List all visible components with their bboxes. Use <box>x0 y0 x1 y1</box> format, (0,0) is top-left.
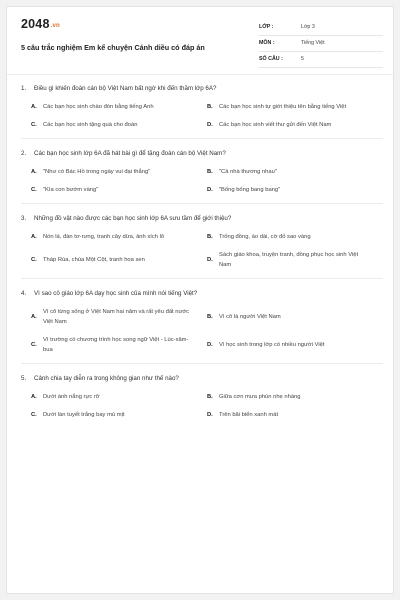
option-text: Các bạn học sinh viết thư gửi đến Việt Nam <box>219 122 332 128</box>
option-row <box>21 102 383 112</box>
option-letter: D. <box>207 187 213 193</box>
question-number: 1. <box>21 85 27 92</box>
question-divider <box>21 138 383 139</box>
option-letter: B. <box>207 314 213 320</box>
question-text <box>21 84 383 94</box>
question-number: 2. <box>21 150 27 157</box>
option-letter: C. <box>31 412 37 418</box>
meta-label: MÔN : <box>259 40 275 46</box>
option-text: Vì cô là người Việt Nam <box>219 314 281 320</box>
header-divider <box>7 74 395 75</box>
meta-value: Lớp 3 <box>301 24 315 30</box>
option-b[interactable] <box>207 102 383 112</box>
logo-main: 2048 <box>21 17 50 31</box>
question-prompt: Cảnh chia tay diễn ra trong không gian như thế nào? <box>34 375 179 382</box>
option-c[interactable] <box>31 410 207 420</box>
option-letter: C. <box>31 342 37 348</box>
question-prompt: Vì sao cô giáo lớp 6A dạy học sinh của mình nói tiếng Việt? <box>34 290 198 297</box>
question-text <box>21 289 383 299</box>
question-4 <box>21 289 383 364</box>
option-row <box>21 185 383 195</box>
question-5 <box>21 374 383 420</box>
option-d[interactable] <box>207 120 383 130</box>
option-row <box>21 392 383 402</box>
option-row <box>21 335 383 355</box>
option-letter: B. <box>207 234 213 240</box>
logo-suffix: .vn <box>50 23 60 29</box>
option-a[interactable] <box>31 232 207 242</box>
option-b[interactable] <box>207 312 383 322</box>
meta-row-subject <box>259 36 383 52</box>
question-text <box>21 374 383 384</box>
question-text <box>21 149 383 159</box>
question-divider <box>21 363 383 364</box>
option-letter: C. <box>31 122 37 128</box>
option-b[interactable] <box>207 167 383 177</box>
option-text: Trống đồng, áo dài, cờ đỏ sao vàng <box>219 234 311 240</box>
option-row <box>21 167 383 177</box>
option-c[interactable] <box>31 120 207 130</box>
option-text: Các bạn học sinh chào đón bằng tiếng Anh <box>43 104 154 110</box>
option-b[interactable] <box>207 392 383 402</box>
option-text: Nón lá, đàn tơ-rưng, tranh cây dừa, ảnh xích lô <box>43 234 165 240</box>
option-text: "Cả nhà thương nhau" <box>219 169 277 175</box>
option-letter: A. <box>31 314 37 320</box>
answer-options <box>21 232 383 270</box>
option-letter: A. <box>31 104 37 110</box>
meta-value: 5 <box>301 56 304 62</box>
option-a[interactable] <box>31 167 207 177</box>
worksheet-page <box>6 6 394 594</box>
option-text: Tháp Rùa, chùa Một Cột, tranh hoa sen <box>43 257 145 263</box>
option-text: Các bạn học sinh tự giới thiệu tên bằng tiếng Việt <box>219 104 347 110</box>
answer-options <box>21 167 383 195</box>
question-1 <box>21 84 383 139</box>
question-3 <box>21 214 383 279</box>
option-c[interactable] <box>31 255 207 265</box>
option-d[interactable] <box>207 250 383 270</box>
option-letter: B. <box>207 394 213 400</box>
meta-value: Tiếng Việt <box>301 40 325 46</box>
option-letter: B. <box>207 169 213 175</box>
option-text: Giữa cơn mưa phùn nhẹ nhàng <box>219 394 301 400</box>
option-text: Sách giáo khoa, truyện tranh, đồng phục học sinh Việt Nam <box>219 252 359 268</box>
option-text: Vì học sinh trong lớp có nhiều người Việt <box>219 342 325 348</box>
option-d[interactable] <box>207 340 383 350</box>
answer-options <box>21 102 383 130</box>
meta-row-count <box>259 52 383 68</box>
question-text <box>21 214 383 224</box>
option-text: "Như có Bác Hồ trong ngày vui đại thắng" <box>43 169 151 175</box>
worksheet-header <box>21 17 383 67</box>
question-number: 3. <box>21 215 27 222</box>
option-c[interactable] <box>31 335 207 355</box>
option-text: Các bạn học sinh tặng quà cho đoàn <box>43 122 138 128</box>
question-list <box>21 84 383 428</box>
answer-options <box>21 392 383 420</box>
option-letter: A. <box>31 394 37 400</box>
question-divider <box>21 203 383 204</box>
meta-info <box>259 20 383 68</box>
question-2 <box>21 149 383 204</box>
question-prompt: Những đồ vật nào được các bạn học sinh lớp 6A sưu tầm để giới thiệu? <box>34 215 232 222</box>
meta-label: LỚP : <box>259 24 274 30</box>
option-letter: D. <box>207 122 213 128</box>
option-text: "Kìa con bướm vàng" <box>43 187 99 193</box>
option-a[interactable] <box>31 307 207 327</box>
option-text: Vì cô từng sống ở Việt Nam hai năm và rất yêu đất nước Việt Nam <box>43 309 190 325</box>
option-text: Dưới ánh nắng rực rỡ <box>43 394 100 400</box>
question-prompt: Điều gì khiến đoàn cán bộ Việt Nam bất ngờ khi đến thăm lớp 6A? <box>34 85 217 92</box>
option-letter: D. <box>207 257 213 263</box>
question-prompt: Các bạn học sinh lớp 6A đã hát bài gì để tặng đoàn cán bộ Việt Nam? <box>34 150 226 157</box>
option-a[interactable] <box>31 392 207 402</box>
document-title: 5 câu trắc nghiệm Em kể chuyện Cánh diều có đáp án <box>21 43 205 52</box>
option-letter: D. <box>207 412 213 418</box>
option-text: Dưới làn tuyết trắng bay mù mịt <box>43 412 125 418</box>
option-letter: D. <box>207 342 213 348</box>
option-letter: A. <box>31 169 37 175</box>
option-letter: A. <box>31 234 37 240</box>
meta-label: SỐ CÂU : <box>259 56 283 62</box>
option-letter: B. <box>207 104 213 110</box>
option-row <box>21 307 383 327</box>
option-row <box>21 120 383 130</box>
option-row <box>21 410 383 420</box>
question-number: 5. <box>21 375 27 382</box>
option-d[interactable] <box>207 410 383 420</box>
question-divider <box>21 278 383 279</box>
option-row <box>21 250 383 270</box>
option-letter: C. <box>31 187 37 193</box>
option-d[interactable] <box>207 185 383 195</box>
option-c[interactable] <box>31 185 207 195</box>
answer-options <box>21 307 383 355</box>
option-text: "Bống bống bang bang" <box>219 187 281 193</box>
option-text: Trên bãi biển xanh mát <box>219 412 279 418</box>
option-text: Vì trường có chương trình học song ngữ Việt - Lúc-xăm-bua <box>43 337 189 353</box>
option-letter: C. <box>31 257 37 263</box>
option-row <box>21 232 383 242</box>
site-logo[interactable] <box>21 17 60 31</box>
option-b[interactable] <box>207 232 383 242</box>
option-a[interactable] <box>31 102 207 112</box>
meta-row-class <box>259 20 383 36</box>
question-number: 4. <box>21 290 27 297</box>
